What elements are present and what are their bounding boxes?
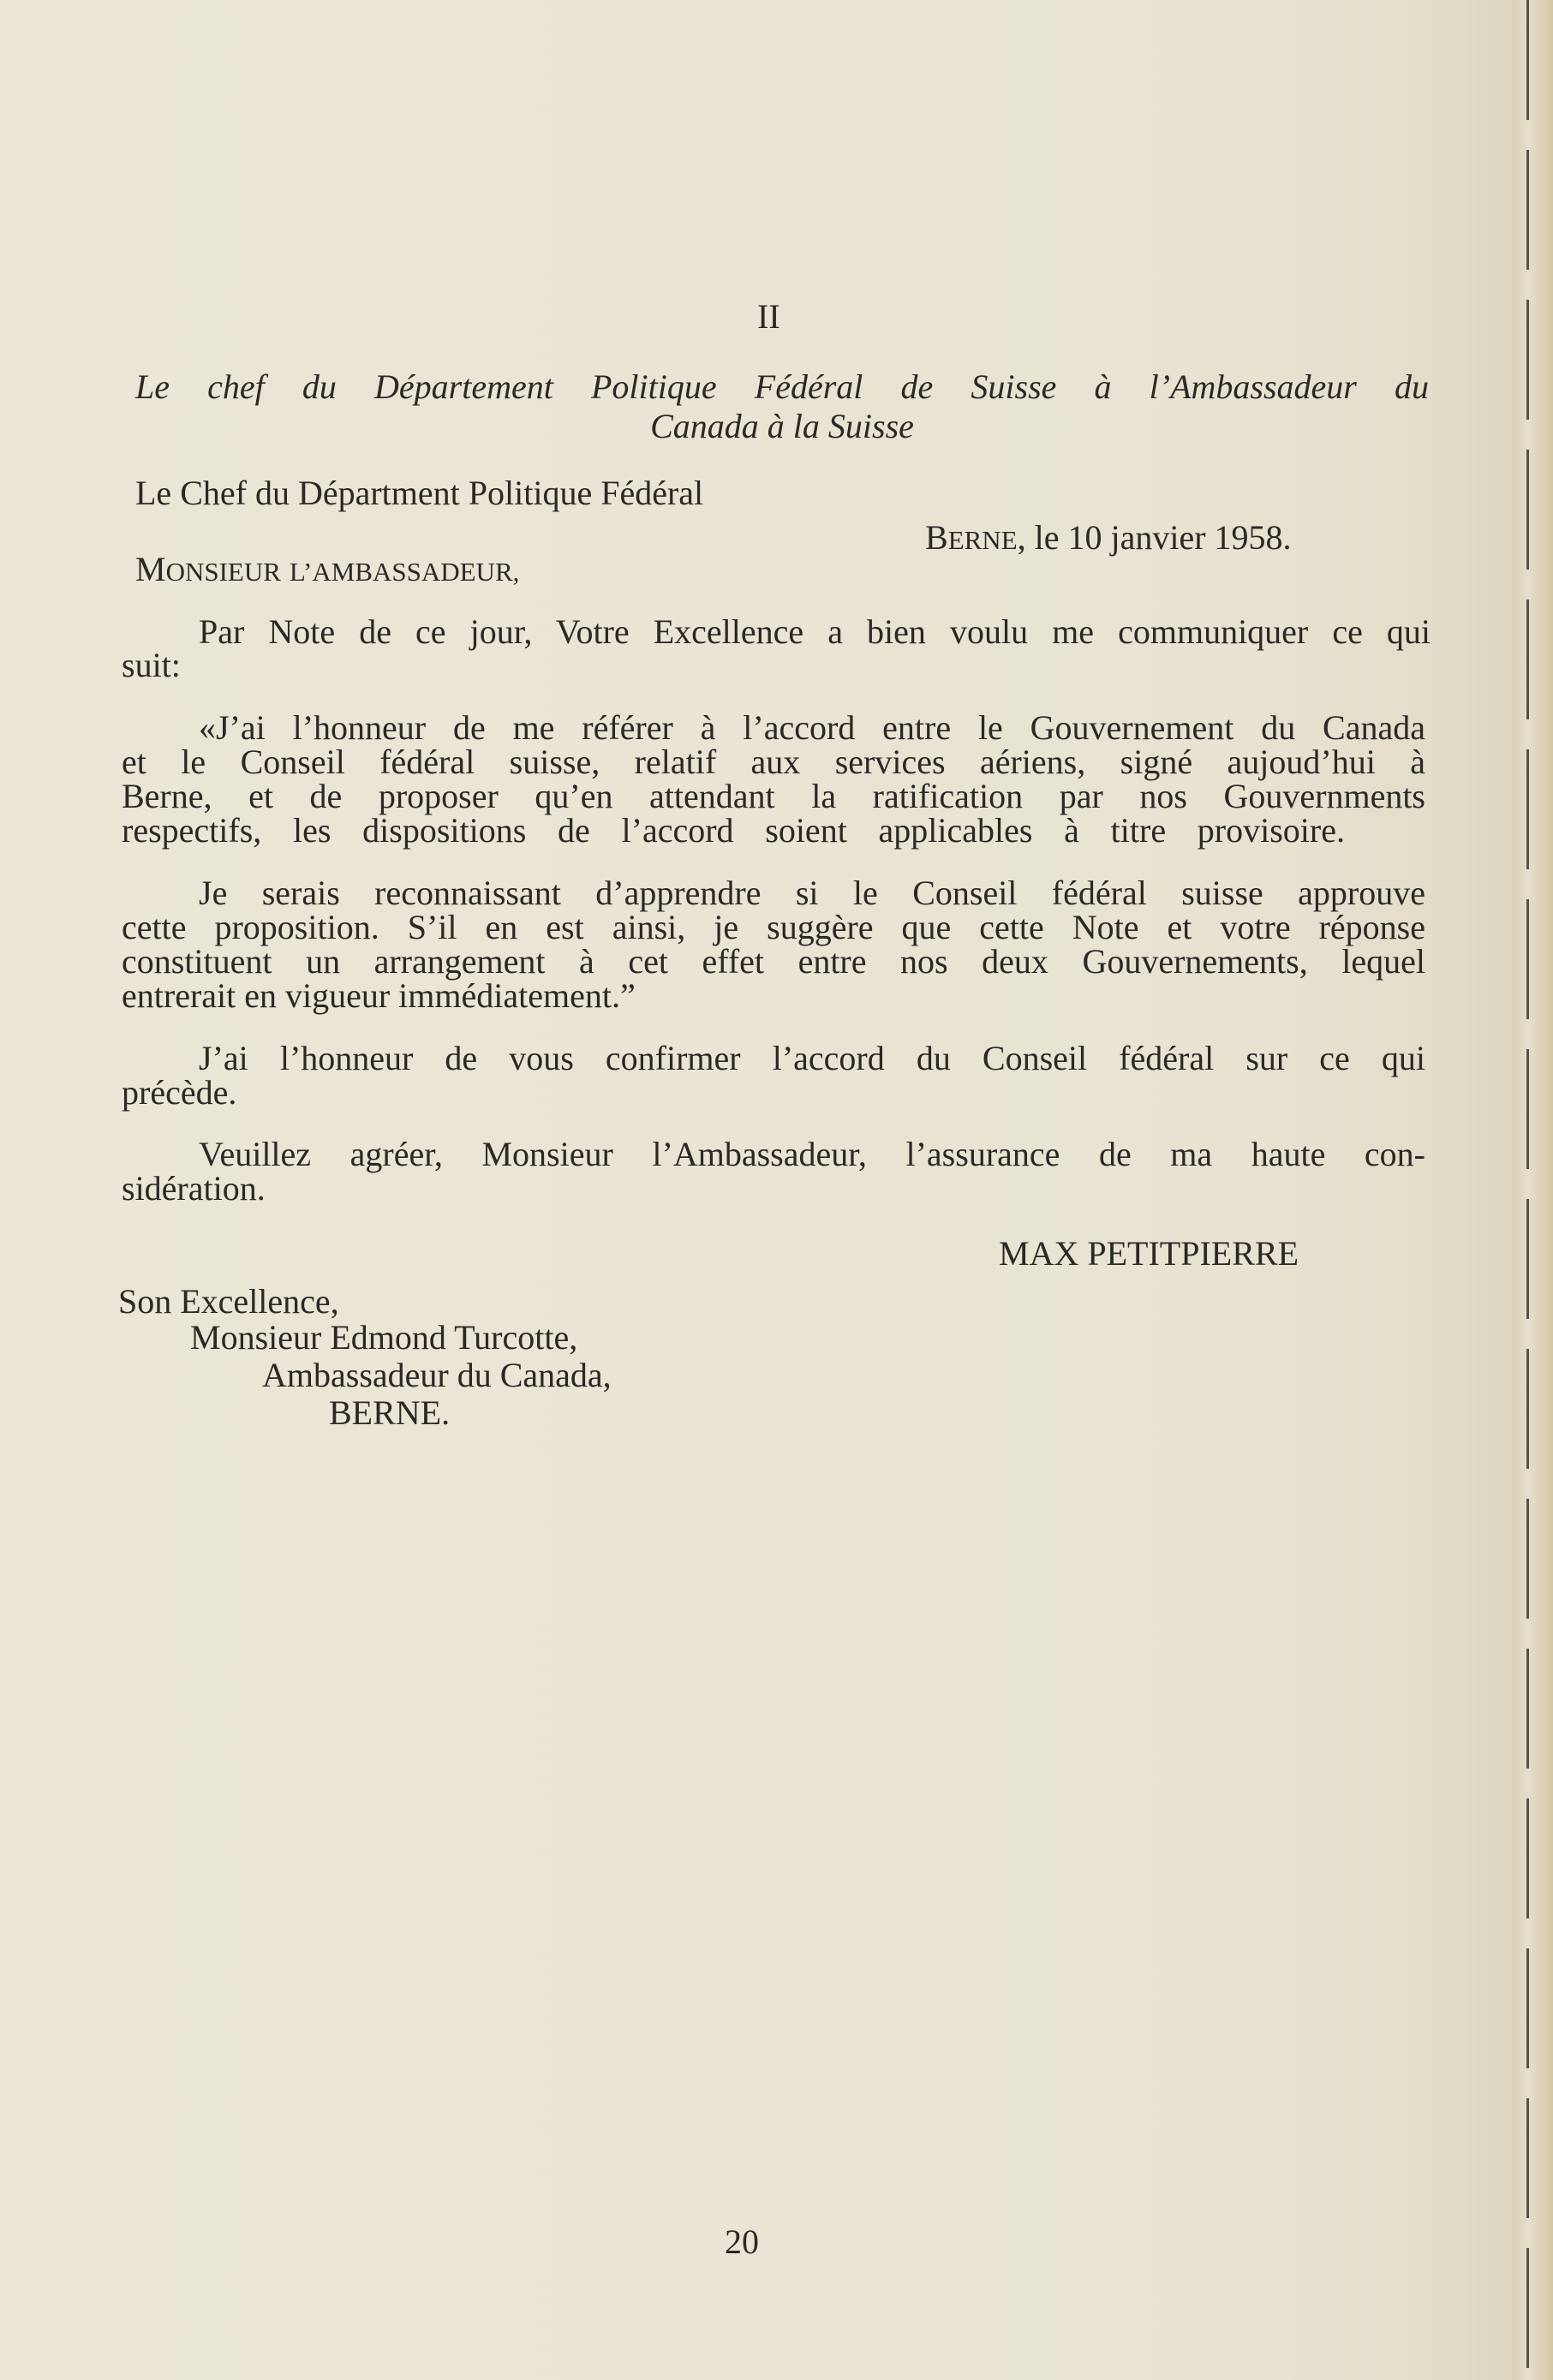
para5-line1: Veuillez agréer, Monsieur l’Ambassadeur, l’assurance de ma haute con- [199, 1135, 1425, 1173]
page-edge [1512, 0, 1553, 2380]
sender-line: Le Chef du Départment Politique Fédéral [135, 474, 704, 512]
para1-line2: suit: [122, 646, 181, 684]
para2-line2: et le Conseil fédéral suisse, relatif aux services aériens, signé aujoud’hui à [122, 743, 1425, 781]
section-number: II [757, 297, 780, 336]
salutation: MONSIEUR L’AMBASSADEUR, [135, 550, 520, 588]
para2-line1: «J’ai l’honneur de me référer à l’accord entre le Gouvernement du Canada [199, 708, 1425, 747]
heading-line-1: Le chef du Département Politique Fédéral de Suisse à l’Ambassadeur du [135, 367, 1429, 406]
date-text: , le 10 janvier 1958. [1017, 518, 1292, 557]
addressee-line-3: Ambassadeur du Canada, [262, 1356, 612, 1394]
para3-line2: cette proposition. S’il en est ainsi, je suggère que cette Note et votre réponse [122, 908, 1425, 946]
para3-line4: entrerait en vigueur immédiatement.” [122, 976, 636, 1015]
para5-line2: sidération. [122, 1169, 266, 1208]
addressee-line-4: BERNE. [329, 1393, 451, 1432]
para2-line3: Berne, et de proposer qu’en attendant la ratification par nos Gouvernments [122, 777, 1425, 815]
para2-line4: respectifs, les dispositions de l’accord soient applicables à titre provisoire. [122, 811, 1345, 850]
para3-line3: constituent un arrangement à cet effet entre nos deux Gouvernements, lequel [122, 942, 1425, 981]
para1-line1: Par Note de ce jour, Votre Excellence a bien voulu me communiquer ce qui [199, 612, 1431, 651]
page-number: 20 [725, 2222, 759, 2261]
signature: MAX PETITPIERRE [999, 1234, 1299, 1273]
place-date [925, 518, 1292, 558]
place-initial: B [925, 518, 948, 557]
addressee-line-1: Son Excellence, [118, 1282, 339, 1321]
addressee-line-2: Monsieur Edmond Turcotte, [190, 1318, 578, 1357]
binding-line [1526, 0, 1529, 2380]
para4-line1: J’ai l’honneur de vous confirmer l’accord du Conseil fédéral sur ce qui [199, 1039, 1425, 1077]
para3-line1: Je serais reconnaissant d’apprendre si le Conseil fédéral suisse approuve [199, 874, 1425, 912]
place-rest: ERNE [947, 525, 1018, 555]
para4-line2: précède. [122, 1073, 237, 1112]
heading-line-2: Canada à la Suisse [650, 407, 914, 445]
